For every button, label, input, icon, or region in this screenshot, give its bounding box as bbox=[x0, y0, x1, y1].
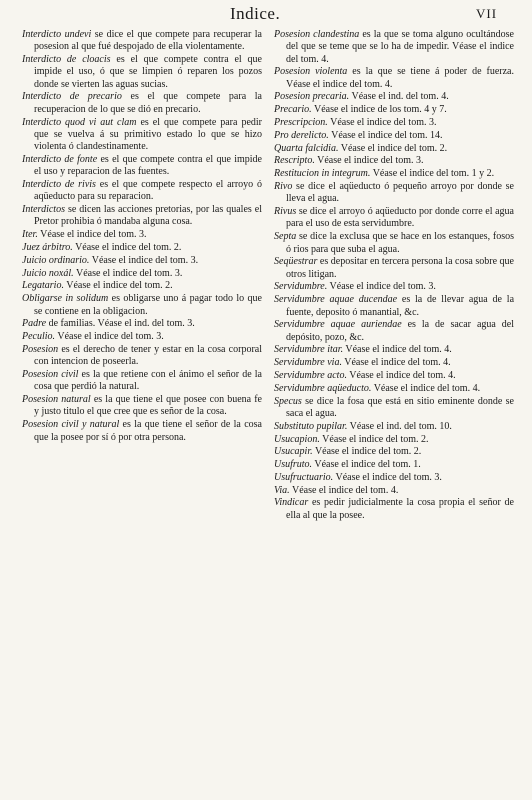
index-entry bbox=[274, 231, 514, 256]
right-column bbox=[274, 29, 514, 523]
index-entry bbox=[22, 293, 262, 318]
index-entry bbox=[22, 242, 262, 254]
entry-term: Juicio noxál. bbox=[22, 267, 74, 279]
entry-term: Servidumbre. bbox=[274, 281, 328, 293]
entry-text: de familias. Véase el ind. del tom. 3. bbox=[46, 318, 195, 330]
entry-text: Véase el indice del tom. 3. bbox=[73, 267, 183, 279]
index-entry bbox=[22, 29, 262, 54]
entry-text: Véase el indice del tom. 3. bbox=[37, 229, 147, 241]
index-entry bbox=[274, 421, 514, 433]
page-number: VII bbox=[476, 6, 498, 21]
entry-term: Interdicto de rivis bbox=[22, 179, 96, 191]
entry-term: Usucapion. bbox=[274, 433, 320, 445]
entry-term: Posesion bbox=[22, 343, 59, 355]
index-entry bbox=[274, 472, 514, 484]
entry-term: Interdicto de fonte bbox=[22, 153, 98, 165]
index-entry bbox=[274, 319, 514, 344]
entry-text: es el que compete contra el que impide el uso, ó que se limpien ó reparen los pozos donde se vierten las aguas sucias. bbox=[34, 54, 262, 90]
entry-text: es el derecho de tener y estar en la cosa corporal con intencion de poseerla. bbox=[34, 343, 262, 368]
left-column bbox=[22, 29, 262, 444]
entry-text: Véase el indice del tom. 4. bbox=[346, 370, 456, 382]
entry-text: es el que compete respecto el arroyo ó aqüeducto para su reparacion. bbox=[34, 179, 263, 203]
entry-term: Juicio ordinario. bbox=[22, 254, 90, 266]
index-entry bbox=[22, 179, 262, 204]
index-entry bbox=[22, 369, 262, 394]
entry-text: es la que se toma alguno ocultándose del que se teme que se lo ha de impedir. Véase el indice del tom. 4. bbox=[286, 29, 514, 65]
entry-term: Interdicto de precario bbox=[22, 91, 122, 103]
index-entry bbox=[22, 204, 262, 229]
entry-text: Véase el indice del tom. 2. bbox=[319, 433, 429, 445]
index-entry bbox=[22, 154, 262, 179]
entry-text: Véase el indice del tom. 2. bbox=[312, 446, 422, 458]
index-entry bbox=[22, 229, 262, 241]
entry-term: Vindicar bbox=[274, 497, 309, 509]
entry-term: Substituto pupilar. bbox=[274, 420, 348, 432]
entry-term: Usucapir. bbox=[274, 446, 313, 458]
entry-text: Véase el indice del tom. 3. bbox=[89, 254, 199, 266]
index-entry bbox=[274, 155, 514, 167]
index-entry bbox=[274, 497, 514, 522]
entry-term: Posesion civil bbox=[22, 369, 79, 381]
index-entry bbox=[274, 294, 514, 319]
entry-term: Posesion precaria. bbox=[274, 91, 350, 103]
index-entry bbox=[274, 29, 514, 66]
entry-text: es la de llevar agua de la fuente, deposito ó manantial, &c. bbox=[286, 294, 515, 318]
index-entry bbox=[274, 66, 514, 91]
entry-text: es la que se tiene á poder de fuerza. Véase el indice del tom. 4. bbox=[286, 66, 514, 90]
index-entry bbox=[274, 91, 514, 103]
entry-term: Servidumbre via. bbox=[274, 357, 342, 369]
index-entry bbox=[274, 383, 514, 395]
index-entry bbox=[274, 104, 514, 116]
entry-term: Juez árbitro. bbox=[22, 242, 73, 254]
entry-text: Véase el indice del tom. 3. bbox=[327, 281, 436, 293]
entry-text: se dice el aqüeducto ó pequeño arroyo por donde se lleva el agua. bbox=[286, 181, 514, 205]
index-entry bbox=[274, 117, 514, 129]
index-entry bbox=[22, 344, 262, 369]
index-entry bbox=[274, 168, 514, 180]
entry-text: Véase el indice del tom. 1 y 2. bbox=[370, 168, 495, 180]
entry-term: Servidumbre acto. bbox=[274, 370, 347, 382]
page-title: Indice. bbox=[230, 4, 281, 23]
entry-term: Rivus bbox=[274, 206, 297, 218]
entry-text: se dice la fosa que está en sitio eminente donde se saca el agua. bbox=[286, 395, 514, 419]
entry-term: Restitucion in integrum. bbox=[274, 168, 371, 180]
entry-term: Servidumbre aquae auriendae bbox=[274, 319, 402, 331]
entry-text: es la de sacar agua del depósito, pozo, &c. bbox=[286, 319, 514, 343]
entry-text: Véase el indice de los tom. 4 y 7. bbox=[311, 104, 447, 116]
entry-text: Véase el ind. del tom. 4. bbox=[349, 91, 449, 103]
index-entry bbox=[274, 256, 514, 281]
entry-text: Véase el indice del tom. 4. bbox=[289, 484, 399, 496]
entry-term: Obligarse in solidum bbox=[22, 293, 109, 305]
entry-term: Usufruto. bbox=[274, 459, 313, 471]
entry-term: Rivo bbox=[274, 181, 293, 193]
index-entry bbox=[274, 181, 514, 206]
entry-text: es el que compete contra el que impide el uso y reparacion de las fuentes. bbox=[34, 153, 262, 178]
entry-term: Peculio. bbox=[22, 331, 56, 343]
entry-text: Véase el indice del tom. 1. bbox=[312, 459, 421, 471]
index-entry bbox=[274, 130, 514, 142]
entry-text: Véase el indice del tom. 3. bbox=[55, 331, 164, 343]
index-entry bbox=[274, 446, 514, 458]
entry-text: es pedir judicialmente la cosa propia el señor de ella al que la posee. bbox=[286, 497, 514, 521]
entry-term: Rescripto. bbox=[274, 155, 315, 167]
entry-term: Specus bbox=[274, 395, 302, 407]
index-entry bbox=[22, 91, 262, 116]
index-entry bbox=[274, 370, 514, 382]
entry-term: Posesion civil y natural bbox=[22, 419, 120, 431]
entry-term: Servidumbre itar. bbox=[274, 344, 344, 356]
index-entry bbox=[274, 143, 514, 155]
index-entry bbox=[22, 331, 262, 343]
entry-term: Interdictos bbox=[22, 204, 65, 216]
entry-text: es la que retiene con el ánimo el señor de la cosa que perdió la natural. bbox=[34, 369, 262, 393]
entry-text: es el que compete para la recuperacion de lo que se dió en precario. bbox=[34, 91, 262, 115]
index-entry bbox=[274, 206, 514, 231]
entry-text: es obligarse uno á pagar todo lo que se contiene en la obligacion. bbox=[34, 293, 262, 317]
index-entry bbox=[274, 485, 514, 497]
entry-term: Interdicto de cloacis bbox=[22, 54, 111, 66]
entry-text: es el que compete para pedir que se vuelva á su primitivo estado lo que se hizo violenta ó clandestinamente. bbox=[34, 116, 262, 153]
entry-term: Padre bbox=[22, 318, 47, 330]
entry-term: Precario. bbox=[274, 104, 312, 116]
entry-text: se dicen las acciones pretorias, por las quales el Pretor prohibia ó mandaba alguna cosa. bbox=[34, 204, 262, 228]
entry-term: Via. bbox=[274, 484, 290, 496]
index-entry bbox=[22, 54, 262, 91]
index-entry bbox=[22, 117, 262, 154]
entry-text: Véase el indice del tom. 4. bbox=[371, 382, 481, 394]
index-entry bbox=[22, 280, 262, 292]
entry-text: Véase el indice del tom. 4. bbox=[341, 357, 451, 369]
entry-text: es la que tiene el que posee con buena fe y justo titulo el que cree que es señor de la cosa. bbox=[34, 394, 262, 418]
index-entry bbox=[22, 318, 262, 330]
entry-text: Véase el indice del tom. 3. bbox=[327, 117, 437, 129]
entry-text: se dice la exclusa que se hace en los estanques, fosos ó rios para que suba el agua. bbox=[286, 231, 514, 255]
entry-term: Interdicto undevi bbox=[22, 29, 92, 40]
entry-text: es la que tiene el señor de la cosa que la posee por sí ó por otra persona. bbox=[34, 419, 262, 443]
entry-text: Véase el indice del tom. 3. bbox=[333, 471, 442, 483]
entry-term: Seqüestrar bbox=[274, 256, 318, 268]
index-entry bbox=[274, 459, 514, 471]
entry-text: Véase el indice del tom. 4. bbox=[343, 344, 452, 356]
index-entry bbox=[274, 396, 514, 421]
index-entry bbox=[274, 344, 514, 356]
entry-text: Véase el ind. del tom. 10. bbox=[347, 420, 452, 432]
index-entry bbox=[274, 281, 514, 293]
entry-term: Iter. bbox=[22, 229, 38, 241]
entry-term: Posesion clandestina bbox=[274, 29, 360, 40]
index-entry bbox=[22, 394, 262, 419]
entry-text: Véase el indice del tom. 14. bbox=[328, 129, 443, 141]
entry-term: Pro derelicto. bbox=[274, 129, 329, 141]
index-entry bbox=[22, 419, 262, 444]
entry-term: Interdicto quod vi aut clam bbox=[22, 116, 137, 128]
entry-text: Véase el indice del tom. 3. bbox=[314, 155, 424, 167]
entry-term: Servidumbre aquae ducendae bbox=[274, 294, 398, 306]
index-entry bbox=[274, 357, 514, 369]
entry-term: Septa bbox=[274, 231, 297, 243]
entry-text: se dice el arroyo ó aqüeducto por donde corre el agua para el uso de esta servidumbre. bbox=[286, 206, 514, 230]
entry-text: Véase el indice del tom. 2. bbox=[72, 242, 182, 254]
page-header bbox=[0, 4, 532, 26]
entry-term: Prescripcion. bbox=[274, 117, 328, 129]
entry-term: Usufructuario. bbox=[274, 471, 334, 483]
entry-term: Servidumbre aqüeducto. bbox=[274, 382, 372, 394]
entry-text: Véase el indice del tom. 2. bbox=[63, 280, 173, 292]
index-entry bbox=[22, 268, 262, 280]
index-entry bbox=[22, 255, 262, 267]
entry-text: Véase el indice del tom. 2. bbox=[338, 142, 448, 154]
entry-term: Legatario. bbox=[22, 280, 64, 292]
index-entry bbox=[274, 434, 514, 446]
entry-text: es depositar en tercera persona la cosa sobre que otros litigan. bbox=[286, 256, 514, 280]
entry-text: se dice el que compete para recuperar la posesion al que fué despojado de ella violentamente. bbox=[34, 29, 262, 53]
entry-term: Quarta falcidia. bbox=[274, 142, 339, 154]
entry-term: Posesion violenta bbox=[274, 66, 348, 78]
entry-term: Posesion natural bbox=[22, 394, 91, 406]
